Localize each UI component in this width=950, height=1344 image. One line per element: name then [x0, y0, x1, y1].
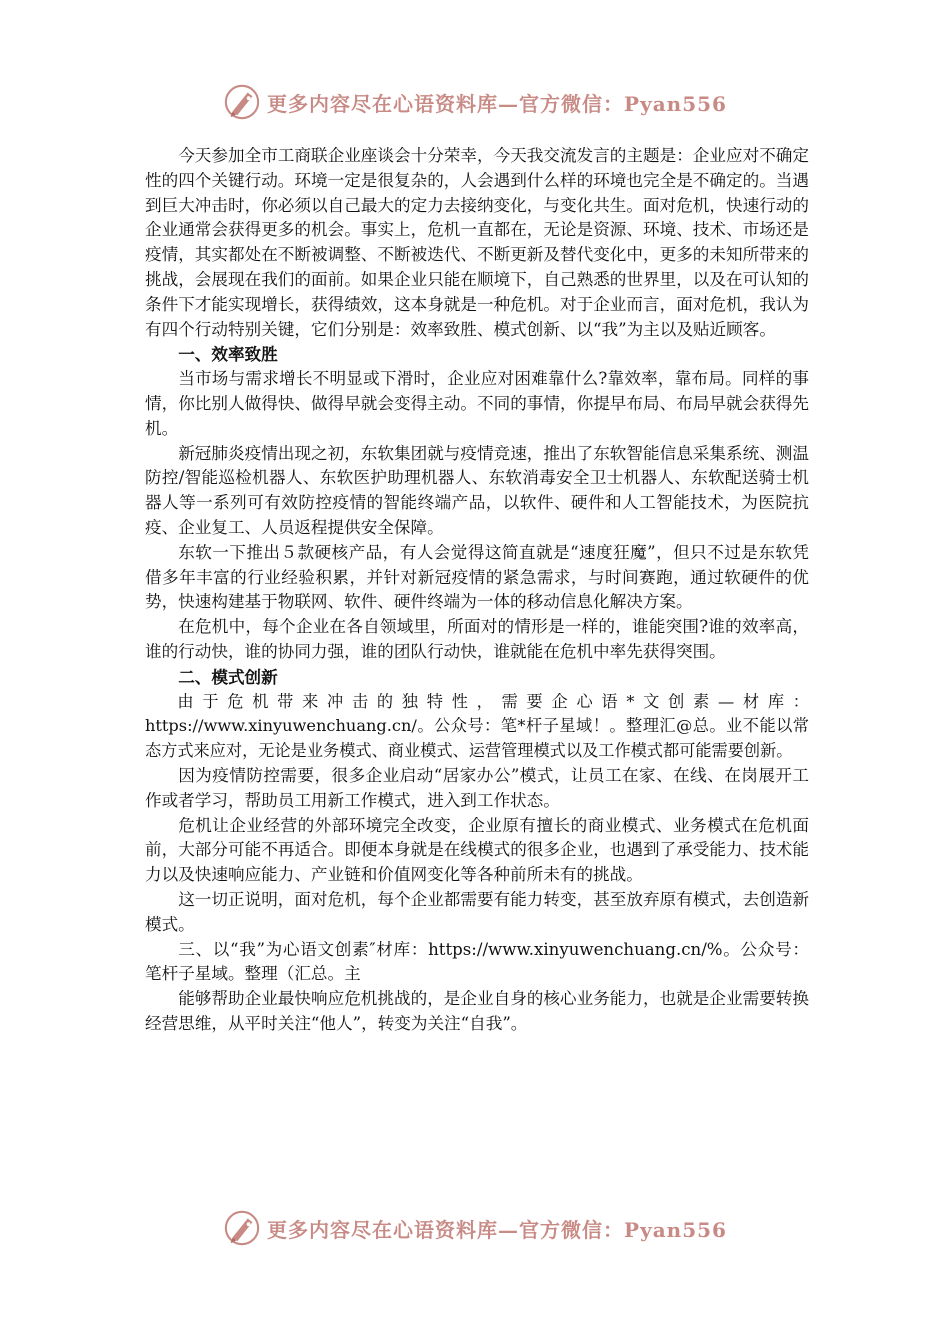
banner-text: 更多内容尽在心语资料库—官方微信：Pyan556: [267, 1217, 727, 1242]
footer-banner: [0, 1208, 950, 1248]
section-heading: 三、以“我”为心语文创素″材库：https://www.xinyuwenchuang.cn/%。公众号：笔杆子星域。整理（汇总。主: [145, 939, 809, 984]
paragraph: 当市场与需求增长不明显或下滑时，企业应对困难靠什么?靠效率，靠布局。同样的事情，你比别人做得快、做得早就会变得主动。不同的事情，你提早布局、布局早就会获得先机。: [145, 369, 809, 438]
section-heading: 一、效率致胜: [178, 344, 278, 365]
paragraph: 危机让企业经营的外部环境完全改变，企业原有擅长的商业模式、业务模式在危机面前，大部分可能不再适合。即便本身就是在线模式的很多企业，也遇到了承受能力、技术能力以及快速响应能力、产业链和价值网变化等各种前所未有的挑战。: [145, 815, 809, 885]
paragraph: 能够帮助企业最快响应危机挑战的，是企业自身的核心业务能力，也就是企业需要转换经营思维，从平时关注“他人”，转变为关注“自我”。: [145, 989, 809, 1033]
paragraph: 新冠肺炎疫情出现之初，东软集团就与疫情竞速，推出了东软智能信息采集系统、测温防控/智能巡检机器人、东软医护助理机器人、东软消毒安全卫士机器人、东软配送骑士机器人等一系列可有效防控疫情的智能终端产品，以软件、硬件和人工智能技术，为医院抗疫、企业复工、人员返程提供安全保障。: [145, 443, 809, 537]
paragraph: 由于危机带来冲击的独特性，需要企心语*文创素—材库：https://www.xinyuwenchuang.cn/。公众号：笔*杆子星域！。整理汇@总。业不能以常态方式来应对，无论是业务模式、商业模式、运营管理模式以及工作模式都可能需要创新。: [145, 691, 809, 761]
header-banner: [0, 82, 950, 122]
pen-nib-logo-icon: [223, 1209, 261, 1247]
paragraph: 在危机中，每个企业在各自领域里，所面对的情形是一样的，谁能突围?谁的效率高，谁的行动快，谁的协同力强，谁的团队行动快，谁就能在危机中率先获得突围。: [145, 617, 809, 661]
paragraph: 今天参加全市工商联企业座谈会十分荣幸，今天我交流发言的主题是：企业应对不确定性的四个关键行动。环境一定是很复杂的，人会遇到什么样的环境也完全是不确定的。当遇到巨大冲击时，你必须以自己最大的定力去接纳变化，与变化共生。面对危机，快速行动的企业通常会获得更多的机会。事实上，危机一直都在，无论是资源、环境、技术、市场还是疫情，其实都处在不断被调整、不断被迭代、不断更新及替代变化中，更多的未知所带来的挑战，会展现在我们的面前。如果企业只能在顺境下，自己熟悉的世界里，以及在可认知的条件下才能实现增长，获得绩效，这本身就是一种危机。对于企业而言，面对危机，我认为有四个行动特别关键，它们分别是：效率致胜、模式创新、以“我”为主以及贴近顾客。: [145, 146, 809, 339]
section-heading: 二、模式创新: [178, 666, 278, 687]
paragraph: 因为疫情防控需要，很多企业启动“居家办公”模式，让员工在家、在线、在岗展开工作或者学习，帮助员工用新工作模式，进入到工作状态。: [145, 765, 809, 810]
paragraph: 东软一下推出５款硬核产品，有人会觉得这简直就是“速度狂魔”，但只不过是东软凭借多年丰富的行业经验积累，并针对新冠疫情的紧急需求，与时间赛跑，通过软硬件的优势，快速构建基于物联网、软件、硬件终端为一体的移动信息化解决方案。: [145, 542, 809, 612]
article-body: [145, 144, 809, 1037]
pen-nib-logo-icon: [223, 83, 261, 121]
paragraph: 这一切正说明，面对危机，每个企业都需要有能力转变，甚至放弃原有模式，去创造新模式。: [145, 889, 809, 934]
banner-text: 更多内容尽在心语资料库—官方微信：Pyan556: [267, 91, 727, 116]
